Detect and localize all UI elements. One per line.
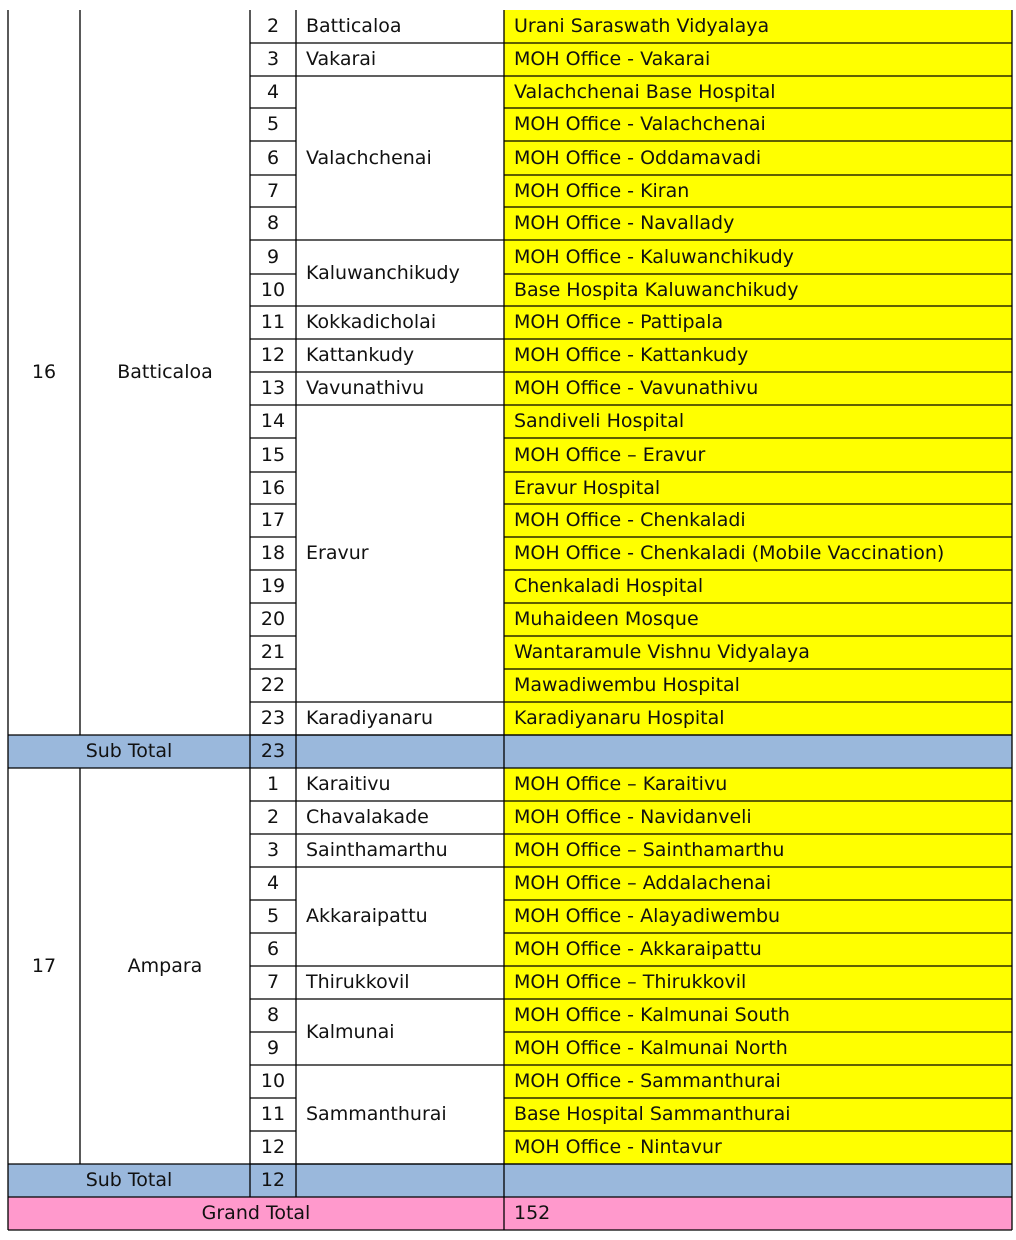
vaccination-centre: MOH Office - Chenkaladi (Mobile Vaccination): [504, 537, 1012, 570]
vaccination-centre: MOH Office - Kiran: [504, 175, 1012, 207]
row-number: 18: [260, 542, 286, 564]
moh-area: Chavalakade: [306, 806, 429, 828]
vaccination-centre: Base Hospita Kaluwanchikudy: [504, 274, 1012, 306]
row-number: 15: [260, 443, 286, 466]
vaccination-centre: Valachchenai Base Hospital: [504, 76, 1012, 108]
moh-area: Sainthamarthu: [306, 839, 448, 861]
vaccination-centre: MOH Office - Navallady: [504, 207, 1012, 240]
vaccination-centre: MOH Office – Sainthamarthu: [504, 834, 1012, 867]
vaccination-centre: Chenkaladi Hospital: [504, 570, 1012, 603]
vaccination-centre: MOH Office - Sammanthurai: [504, 1065, 1012, 1098]
district-name: Ampara: [127, 954, 203, 977]
vaccination-centre: MOH Office – Addalachenai: [504, 867, 1012, 900]
moh-area: Karaitivu: [306, 773, 391, 795]
moh-area: Thirukkovil: [306, 971, 410, 993]
row-number: 23: [260, 707, 286, 729]
row-number: 16: [260, 476, 286, 499]
vaccination-centre: Karadiyanaru Hospital: [504, 702, 1012, 735]
vaccination-centre: MOH Office - Kattankudy: [504, 339, 1012, 372]
vaccination-centre: MOH Office - Chenkaladi: [504, 504, 1012, 537]
row-number: 5: [266, 113, 280, 135]
row-number: 2: [266, 15, 280, 37]
row-number: 7: [266, 179, 280, 202]
row-number: 4: [266, 80, 280, 103]
row-number: 9: [266, 245, 280, 268]
row-number: 10: [260, 1070, 286, 1092]
row-number: 4: [266, 872, 280, 894]
grand-total-value: 152: [504, 1197, 1012, 1230]
moh-area: Sammanthurai: [306, 1103, 447, 1125]
row-number: 6: [266, 938, 280, 960]
subtotal-value: 12: [250, 1164, 296, 1197]
vaccination-centre: Muhaideen Mosque: [504, 603, 1012, 636]
subtotal-label: Sub Total: [8, 735, 250, 768]
moh-area: Vavunathivu: [306, 377, 425, 399]
moh-area: Kalmunai: [306, 1020, 395, 1043]
row-number: 14: [260, 410, 286, 432]
vaccination-centre: MOH Office - Kalmunai North: [504, 1032, 1012, 1065]
row-number: 11: [260, 311, 286, 333]
vaccination-centre: MOH Office - Akkaraipattu: [504, 933, 1012, 966]
moh-area: Kattankudy: [306, 344, 415, 366]
vaccination-centre: MOH Office - Oddamavadi: [504, 141, 1012, 175]
vaccination-centre: MOH Office - Kaluwanchikudy: [504, 240, 1012, 274]
row-number: 8: [266, 1004, 280, 1026]
vaccination-centre: MOH Office – Karaitivu: [504, 768, 1012, 801]
subtotal-area-blank: [296, 735, 504, 768]
vaccination-centre: Sandiveli Hospital: [504, 405, 1012, 438]
subtotal-venue-blank: [504, 1164, 1012, 1197]
row-number: 12: [260, 1136, 286, 1158]
vaccination-centre: MOH Office – Thirukkovil: [504, 966, 1012, 999]
row-number: 20: [260, 608, 286, 630]
subtotal-area-blank: [296, 1164, 504, 1197]
row-number: 1: [266, 773, 280, 795]
row-number: 5: [266, 905, 280, 927]
district-name: Batticaloa: [117, 361, 213, 383]
district-number: 16: [31, 361, 57, 383]
vaccination-centre: MOH Office - Valachchenai: [504, 108, 1012, 141]
vaccination-centre: MOH Office - Navidanveli: [504, 801, 1012, 834]
row-number: 11: [260, 1103, 286, 1125]
row-number: 2: [266, 806, 280, 828]
vaccination-centre: MOH Office - Vakarai: [504, 43, 1012, 76]
moh-area: Vakarai: [306, 48, 377, 70]
vaccination-centre: Urani Saraswath Vidyalaya: [504, 10, 1012, 43]
row-number: 3: [266, 48, 280, 70]
vaccination-centre: Eravur Hospital: [504, 472, 1012, 504]
vaccination-centre: MOH Office - Alayadiwembu: [504, 900, 1012, 933]
moh-area: Karadiyanaru: [306, 707, 433, 729]
moh-area: Eravur: [306, 542, 369, 564]
row-number: 21: [260, 641, 286, 663]
subtotal-value: 23: [250, 735, 296, 768]
vaccination-centre: Mawadiwembu Hospital: [504, 669, 1012, 702]
grand-total-label: Grand Total: [8, 1197, 504, 1230]
row-number: 10: [260, 278, 286, 301]
moh-area: Akkaraipattu: [306, 905, 428, 927]
subtotal-label: Sub Total: [8, 1164, 250, 1197]
moh-area: Batticaloa: [306, 15, 402, 37]
row-number: 12: [260, 344, 286, 366]
district-number: 17: [31, 954, 57, 977]
vaccination-centre: MOH Office - Nintavur: [504, 1131, 1012, 1164]
row-number: 3: [266, 839, 280, 861]
vaccination-centre: Wantaramule Vishnu Vidyalaya: [504, 636, 1012, 669]
moh-area: Valachchenai: [306, 146, 432, 169]
row-number: 13: [260, 377, 286, 399]
moh-area: Kaluwanchikudy: [306, 261, 460, 284]
row-number: 17: [260, 509, 286, 531]
vaccination-centre: Base Hospital Sammanthurai: [504, 1098, 1012, 1131]
row-number: 6: [266, 146, 280, 169]
vaccination-centre: MOH Office - Pattipala: [504, 306, 1012, 339]
subtotal-venue-blank: [504, 735, 1012, 768]
row-number: 7: [266, 971, 280, 993]
row-number: 8: [266, 212, 280, 234]
row-number: 19: [260, 575, 286, 597]
vaccination-centre: MOH Office – Eravur: [504, 438, 1012, 472]
vaccination-centre: MOH Office - Vavunathivu: [504, 372, 1012, 405]
row-number: 9: [266, 1037, 280, 1059]
row-number: 22: [260, 674, 286, 696]
moh-area: Kokkadicholai: [306, 311, 437, 333]
vaccination-centre: MOH Office - Kalmunai South: [504, 999, 1012, 1032]
